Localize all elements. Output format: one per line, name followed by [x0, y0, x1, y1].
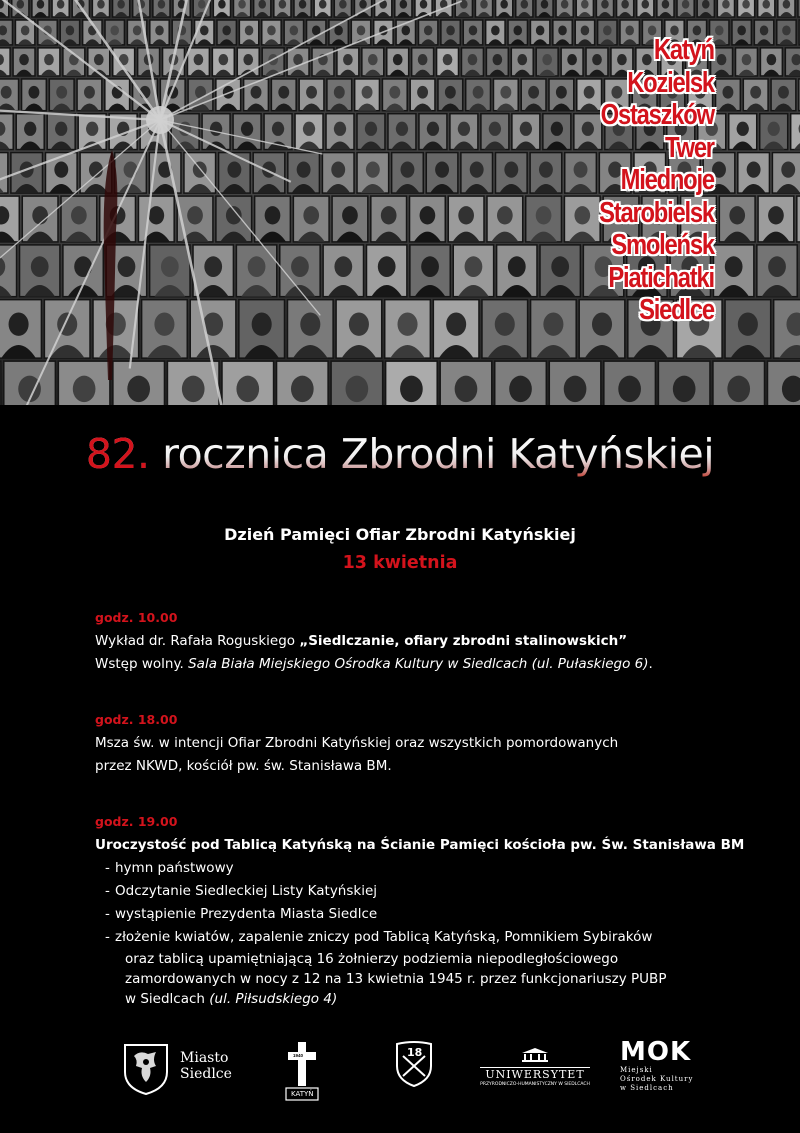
- event-date: 13 kwietnia: [342, 553, 458, 573]
- list-item-text: Odczytanie Siedleckiej Listy Katyńskiej: [115, 883, 378, 899]
- venue: Sala Biała Miejskiego Ośrodka Kultury w Siedlcach (ul. Pułaskiego 6): [188, 656, 649, 672]
- regiment-18-logo: [393, 1040, 435, 1093]
- anniversary-number: 82.: [85, 430, 150, 478]
- photo-collage-header: [0, 0, 800, 405]
- mok-line2: Ośrodek Kultury: [620, 1075, 694, 1083]
- list-item: - wystąpienie Prezydenta Miasta Siedlce: [105, 906, 378, 922]
- event-location: [95, 653, 745, 676]
- list-item-continuation: [95, 989, 745, 1009]
- city-logo-line2: Siedlce: [180, 1066, 232, 1082]
- place-name: Twer: [665, 131, 714, 164]
- page-title: [0, 430, 800, 478]
- event-time: godz. 19.00: [95, 814, 178, 829]
- event-program: [95, 610, 745, 1009]
- lecture-text: Wykład dr. Rafała Roguskiego: [95, 633, 300, 649]
- place-name: Piatichatki: [608, 261, 714, 294]
- location-text: w Siedlcach: [125, 991, 210, 1007]
- place-name: Kozielsk: [627, 66, 714, 99]
- university-name: UNIWERSYTET: [480, 1067, 590, 1082]
- place-name: Starobielsk: [599, 196, 714, 229]
- city-logo-line1: Miasto: [180, 1050, 229, 1066]
- mok-line1: Miejski: [620, 1066, 653, 1074]
- list-item-text: wystąpienie Prezydenta Miasta Siedlce: [115, 906, 378, 922]
- cross-year: 1940: [293, 1053, 304, 1058]
- list-item: - złożenie kwiatów, zapalenie zniczy pod Tablicą Katyńską, Pomnikiem Sybiraków: [105, 929, 653, 945]
- regiment-number: 18: [407, 1046, 423, 1059]
- ceremony-heading: Uroczystość pod Tablicą Katyńską na Ścianie Pamięci kościoła pw. Św. Stanisława BM: [95, 837, 745, 853]
- siedlce-city-logo: [122, 1042, 232, 1101]
- place-name: Katyń: [654, 34, 714, 66]
- places-list: [574, 34, 714, 327]
- event-description: przez NKWD, kościół pw. św. Stanisława BM.: [95, 758, 392, 774]
- list-item-text: hymn państwowy: [115, 860, 234, 876]
- lecture-title: „Siedlczanie, ofiary zbrodni stalinowskich”: [299, 633, 628, 649]
- place-name: Smoleńsk: [611, 229, 714, 261]
- list-item-continuation: oraz tablicą upamiętniającą 16 żołnierzy podziemia niepodległościowego: [125, 951, 619, 967]
- address: (ul. Piłsudskiego 4): [209, 991, 338, 1007]
- list-item-text: złożenie kwiatów, zapalenie zniczy pod Tablicą Katyńską, Pomnikiem Sybiraków: [115, 929, 653, 945]
- subtitle: Dzień Pamięci Ofiar Zbrodni Katyńskiej: [224, 525, 576, 544]
- siedlce-coat-of-arms-icon: [122, 1042, 170, 1096]
- place-name: Ostaszków: [600, 99, 714, 131]
- place-name: Siedlce: [639, 294, 714, 326]
- university-building-icon: [520, 1048, 550, 1062]
- place-name: Miednoje: [620, 164, 714, 196]
- event-description: Msza św. w intencji Ofiar Zbrodni Katyńskiej oraz wszystkich pomordowanych: [95, 735, 619, 751]
- list-item: - hymn państwowy: [105, 860, 234, 876]
- mok-wordmark: MOK: [620, 1037, 692, 1067]
- list-item: - Odczytanie Siedleckiej Listy Katyńskiej: [105, 883, 378, 899]
- mok-logo: [620, 1038, 693, 1093]
- cross-label: KATYŃ: [291, 1090, 314, 1098]
- event-time: godz. 18.00: [95, 712, 178, 727]
- entry-note: Wstęp wolny.: [95, 656, 189, 672]
- university-logo: [480, 1048, 590, 1087]
- event-time: godz. 10.00: [95, 610, 178, 625]
- university-subtitle: PRZYRODNICZO-HUMANISTYCZNY W SIEDLCACH: [480, 1082, 590, 1087]
- katyn-family-logo: [285, 1040, 319, 1107]
- title-text: rocznica Zbrodni Katyńskiej: [162, 430, 715, 478]
- punctuation: .: [648, 656, 653, 672]
- sponsor-logos: [0, 1030, 800, 1110]
- list-item-continuation: zamordowanych w nocy z 12 na 13 kwietnia 1945 r. przez funkcjonariuszy PUBP: [125, 971, 667, 987]
- event-description: [95, 630, 745, 653]
- mok-line3: w Siedlcach: [620, 1084, 674, 1092]
